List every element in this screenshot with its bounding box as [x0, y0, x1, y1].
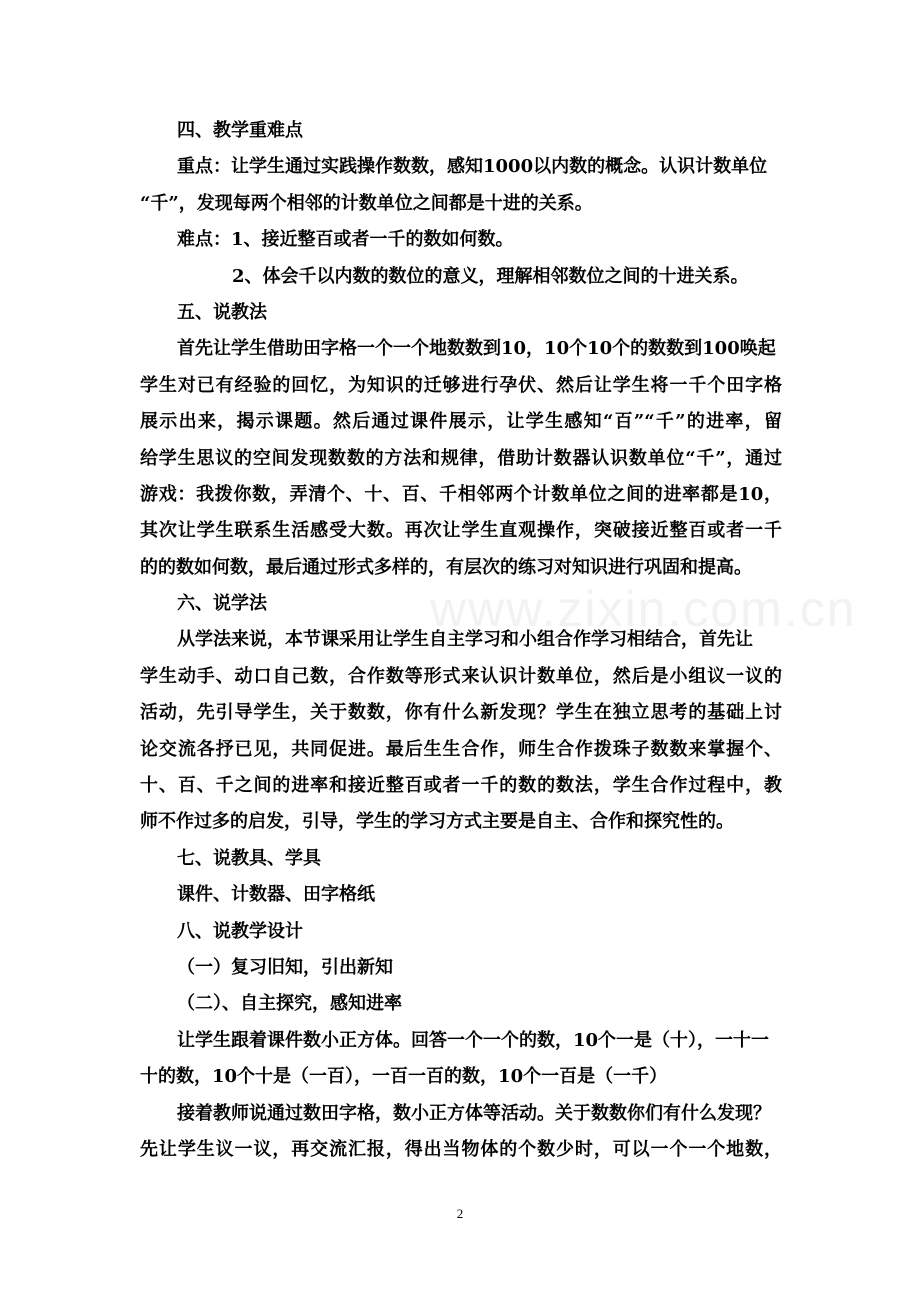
text-line: 活动，先引导学生，关于数数，你有什么新发现？学生在独立思考的基础上讨: [140, 702, 782, 724]
text-line: 的的数如何数，最后通过形式多样的，有层次的练习对知识进行巩固和提高。: [140, 556, 752, 578]
text-line: 师不作过多的启发，引导，学生的学习方式主要是自主、合作和探究性的。: [140, 811, 734, 833]
text-line: 学生动手、动口自己数，合作数等形式来认识计数单位，然后是小组议一议的: [140, 665, 782, 687]
page-number: 2: [456, 1206, 464, 1221]
text-line: 八、说教学设计: [177, 920, 303, 942]
text-line: 先让学生议一议，再交流汇报，得出当物体的个数少时，可以一个一个地数，: [140, 1138, 782, 1160]
text-line: 让学生跟着课件数小正方体。回答一个一个的数，10个一是（十），一十一: [177, 1029, 770, 1051]
text-line: 十的数，10个十是（一百），一百一百的数，10个一百是（一千）: [140, 1066, 668, 1088]
text-line: 首先让学生借助田字格一个一个地数数到10，10个10个的数数到100唤起: [177, 338, 776, 360]
text-line: 学生对已有经验的回忆，为知识的迁够进行孕伏、然后让学生将一千个田字格: [140, 374, 782, 396]
text-line: 2、体会千以内数的数位的意义，理解相邻数位之间的十进关系。: [232, 265, 749, 287]
text-line: 七、说教具、学具: [177, 847, 321, 869]
text-line: 接着教师说通过数田字格，数小正方体等活动。关于数数你们有什么发现？: [177, 1102, 771, 1124]
text-line: 课件、计数器、田字格纸: [177, 884, 375, 906]
text-line: 给学生思议的空间发现数数的方法和规律，借助计数器认识数单位“千”，通过: [140, 447, 782, 469]
text-line: 十、百、千之间的进率和接近整百或者一千的数的数法，学生合作过程中，教: [140, 775, 782, 797]
text-line: 展示出来，揭示课题。然后通过课件展示，让学生感知“百”“千”的进率，留: [140, 411, 782, 433]
text-line: “千”，发现每两个相邻的计数单位之间都是十进的关系。: [140, 192, 593, 214]
text-line: （一）复习旧知，引出新知: [177, 956, 393, 978]
text-line: 重点：让学生通过实践操作数数，感知1000以内数的概念。认识计数单位: [177, 156, 768, 178]
text-line: 游戏：我拨你数，弄清个、十、百、千相邻两个计数单位之间的进率都是10，: [140, 483, 782, 505]
document-body: [140, 113, 782, 1168]
text-line: 四、教学重难点: [177, 120, 303, 141]
watermark: www.zixin.com.cn: [430, 581, 857, 637]
text-line: 五、说教法: [177, 301, 267, 323]
text-line: 六、说学法: [177, 593, 267, 615]
text-line: 论交流各抒已见，共同促进。最后生生合作，师生合作拨珠子数数来掌握个、: [140, 738, 782, 760]
text-line: （二）、自主探究，感知进率: [177, 993, 402, 1015]
text-line: 从学法来说，本节课采用让学生自主学习和小组合作学习相结合，首先让: [177, 629, 753, 651]
text-line: 其次让学生联系生活感受大数。再次让学生直观操作，突破接近整百或者一千: [140, 520, 782, 542]
text-line: 难点：1、接近整百或者一千的数如何数。: [177, 229, 514, 251]
